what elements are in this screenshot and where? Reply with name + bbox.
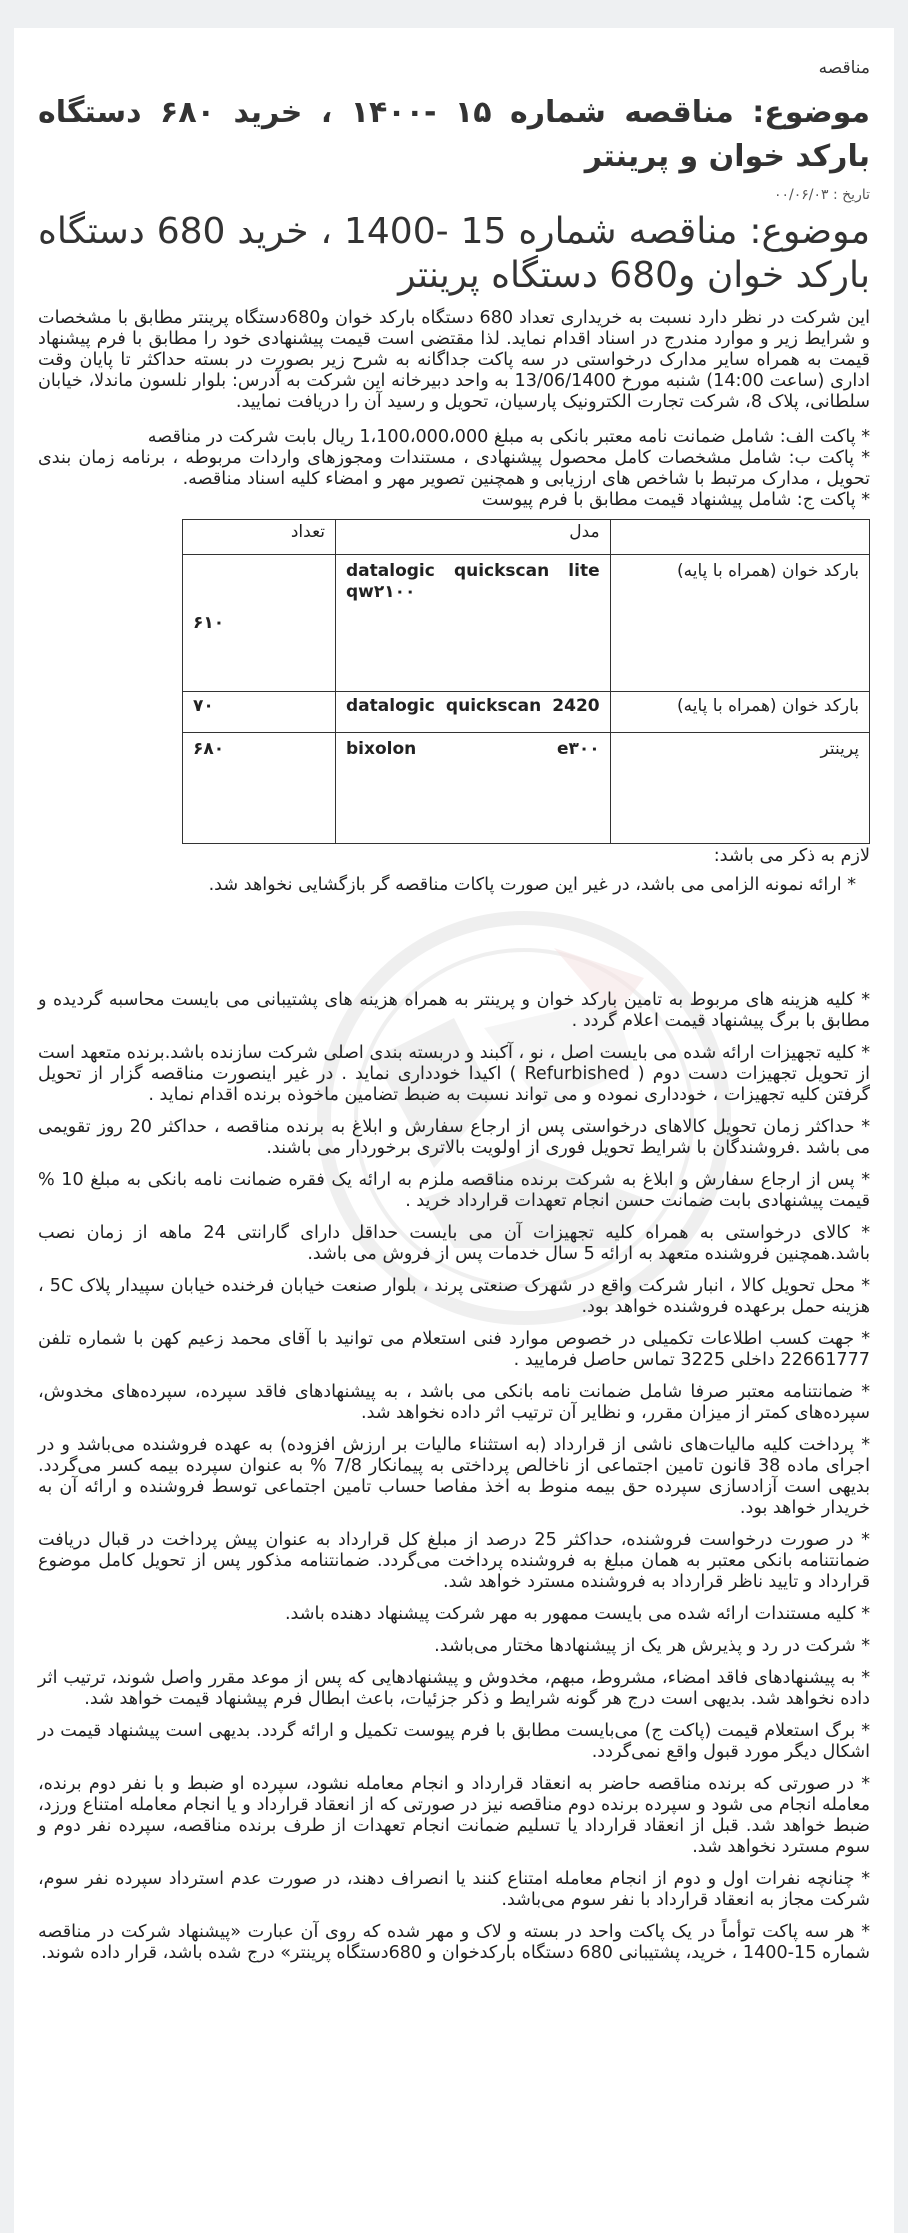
packet-item: * پاکت الف: شامل ضمانت نامه معتبر بانکی به مبلغ 1،100،000،000 ریال بابت شرکت در مناقصه (147, 427, 870, 447)
count-cell: ۶۱۰ (183, 555, 336, 692)
table-header-count: تعداد (183, 520, 336, 555)
product-cell: بارکد خوان (همراه با پایه) (610, 692, 869, 733)
table-header-row (183, 520, 870, 555)
table-row (183, 733, 870, 844)
table-header-model: مدل (336, 520, 611, 555)
condition-item: * در صورت درخواست فروشنده، حداکثر 25 درصد از مبلغ کل قرارداد به عنوان پیش پرداخت در قبال دریافت ضمانتنامه بانکی معتبر به همان مبلغ به فروشنده پرداخت می‌گردد. ضمانتنامه مذکور پس از تحویل کامل موضوع قرارداد و تایید ناظر قرارداد به فروشنده مسترد خواهد شد. (38, 1530, 870, 1592)
condition-item: * ضمانتنامه معتبر صرفا شامل ضمانت نامه بانکی می باشد ، به پیشنهادهای فاقد سپرده، سپرده‌های مخدوش، سپرده‌های کمتر از میزان مقرر، و نظایر آن ترتیب اثر داده نخواهد شد. (38, 1382, 870, 1423)
condition-item: * برگ استعلام قیمت (پاکت ج) می‌بایست مطابق با فرم پیوست تکمیل و ارائه گردد. بدیهی است پیشنهاد قیمت در اشکال دیگر مورد قبول واقع نمی‌گردد. (38, 1721, 870, 1762)
product-cell: بارکد خوان (همراه با پایه) (610, 555, 869, 692)
model-cell: datalogic quickscan 2420 (336, 692, 611, 733)
condition-item: * حداکثر زمان تحویل کالاهای درخواستی پس از ارجاع سفارش و ابلاغ به برنده مناقصه ، حداکثر 20 روز تقویمی می باشد .فروشندگان با شرایط تحویل فوری از اولویت بالاتری برخوردار می باشند. (38, 1117, 871, 1158)
condition-item: * چنانچه نفرات اول و دوم از انجام معامله امتناع کنند یا انصراف دهند، در صورت عدم استرداد سپرده نفر سوم، شرکت مجاز به انعقاد قرارداد با نفر سوم می‌باشد. (38, 1869, 870, 1910)
intro-paragraph: این شرکت در نظر دارد نسبت به خریداری تعداد 680 دستگاه بارکد خوان و680دستگاه پرینتر مطابق با مشخصات و شرایط زیر و موارد مندرج در اسناد اقدام نماید. لذا مقتضی است قیمت پیشنهادی خود را مطابق با فرم پیشنهاد قیمت به همراه سایر مدارک درخواستی در سه پاکت جداگانه به شرح زیر بصورت در بسته حداکثر تا پایان وقت اداری (ساعت 14:00) شنبه مورخ 13/06/1400 به واحد دبیرخانه این شرکت به آدرس: بلوار نلسون ماندلا، خیابان سلطانی، پلاک 8، شرکت تجارت الکترونیک پارسیان، تحویل و رسید آن را دریافت نمایید. (38, 308, 870, 412)
condition-item: * شرکت در رد و پذیرش هر یک از پیشنهادها مختار می‌باشد. (434, 1636, 870, 1656)
table-row (183, 692, 870, 733)
condition-item: * به پیشنهادهای فاقد امضاء، مشروط، مبهم، مخدوش و پیشنهادهایی که پس از موعد مقرر واصل شوند، ترتیب اثر داده نخواهد شد. بدیهی است درج هر گونه شرایط و ذکر جزئیات، باعث ابطال فرم پیشنهاد قیمت خواهد شد. (38, 1668, 870, 1709)
items-table (182, 519, 870, 844)
category-label[interactable]: مناقصه (818, 58, 870, 78)
condition-item: * کلیه مستندات ارائه شده می بایست ممهور به مهر شرکت پیشنهاد دهنده باشد. (284, 1604, 870, 1624)
table-header-product (610, 520, 869, 555)
sample-note: * ارائه نمونه الزامی می باشد، در غیر این صورت پاکات مناقصه گر بازگشایی نخواهد شد. (208, 875, 856, 895)
condition-item: * هر سه پاکت توأماً در یک پاکت واحد در بسته و لاک و مهر شده که روی آن عبارت «پیشنهاد شرکت در مناقصه شماره 15-1400 ، خرید، پشتیبانی 680 دستگاه بارکدخوان و 680دستگاه پرینتر» درج شده باشد، قرار داده شوند. (38, 1922, 870, 1963)
condition-item: * پس از ارجاع سفارش و ابلاغ به شرکت برنده مناقصه ملزم به ارائه یک فقره ضمانت نامه بانکی به مبلغ 10 % قیمت پیشنهادی بابت ضمانت حسن انجام تعهدات قرارداد خرید . (38, 1170, 870, 1211)
count-cell: ۶۸۰ (183, 733, 336, 844)
date-label: تاریخ : ۰۰/۰۶/۰۳ (773, 187, 870, 203)
table-row (183, 555, 870, 692)
condition-item: * کلیه تجهیزات ارائه شده می بایست اصل ، نو ، آکبند و دربسته بندی اصلی شرکت سازنده باشد.برنده متعهد است از تحویل تجهیزات دست دوم ( Refurbished ) اکیدا خودداری نماید . در غیر اینصورت مناقصه گزار از تحویل گرفتن کلیه تجهیزات ، خودداری نموده و می تواند نسبت به ضبط تضامین ماخوذه برنده اقدام نماید . (38, 1043, 870, 1105)
requirements-title: لازم به ذکر می باشد: (713, 846, 870, 866)
conditions-list (38, 990, 870, 1964)
packet-item: * پاکت ب: شامل مشخصات کامل محصول پیشنهادی ، مستندات ومجوزهای واردات مربوطه ، برنامه زمان بندی تحویل ، مدارک مرتبط با شاخص های ارزیابی و همچنین تصویر مهر و امضاء کلیه اسناد مناقصه. (38, 448, 870, 489)
condition-item: * کلیه هزینه های مربوط به تامین بارکد خوان و پرینتر به همراه هزینه های پشتیبانی می بایست محاسبه گردیده و مطابق با برگ پیشنهاد قیمت اعلام گردد . (38, 990, 870, 1031)
page-title: موضوع: مناقصه شماره ۱۵ -۱۴۰۰ ، خرید ۶۸۰ دستگاه بارکد خوان و پرینتر (38, 95, 870, 174)
condition-item: * کالای درخواستی به همراه کلیه تجهیزات آن می بایست حداقل دارای گارانتی 24 ماهه از زمان نصب باشد.همچنین فروشنده متعهد به ارائه 5 سال خدمات پس از فروش می باشد. (38, 1223, 870, 1264)
count-cell: ۷۰ (183, 692, 336, 733)
condition-item: * در صورتی که برنده مناقصه حاضر به انعقاد قرارداد و انجام معامله نشود، سپرده او ضبط و با نفر دوم برنده، معامله انجام می شود و سپرده برنده دوم مناقصه نیز در صورتی که از انعقاد قرارداد و یا انجام معامله امتناع ورزد، ضبط خواهد شد. قبل از انعقاد قرارداد یا تسلیم ضمانت انجام تعهدات از طرف برنده مناقصه، سپرده نفر دوم و سوم مسترد نخواهد شد. (38, 1774, 870, 1857)
product-cell: پرینتر (610, 733, 869, 844)
subject-heading: موضوع: مناقصه شماره 15 -1400 ، خرید 680 دستگاه بارکد خوان و680 دستگاه پرینتر (38, 211, 870, 296)
model-cell: bixolon e۳۰۰ (336, 733, 611, 844)
condition-item: * محل تحویل کالا ، انبار شرکت واقع در شهرک صنعتی پرند ، بلوار صنعت خیابان فرخنده خیابان سپیدار پلاک 5C ، هزینه حمل برعهده فروشنده خواهد بود. (38, 1276, 870, 1317)
document-page (14, 28, 894, 2233)
condition-item: * جهت کسب اطلاعات تکمیلی در خصوص موارد فنی استعلام می توانید با آقای محمد زعیم کهن با شماره تلفن 22661777 داخلی 3225 تماس حاصل فرمایید . (38, 1329, 870, 1370)
condition-item: * پرداخت کلیه مالیات‌های ناشی از قرارداد (به استثناء مالیات بر ارزش افزوده) به عهده فروشنده می‌باشد و در اجرای ماده 38 قانون تامین اجتماعی از ناخالص پرداختی به پیمانکار 7/8 % به عنوان سپرده بیمه کسر می‌گردد. بدیهی است آزادسازی سپرده حق بیمه منوط به اخذ مفاصا حساب تامین اجتماعی توسط فروشنده و ارائه آن به خریدار خواهد بود. (38, 1435, 871, 1518)
packet-item: * پاکت ج: شامل پیشنهاد قیمت مطابق با فرم پیوست (481, 490, 870, 510)
model-cell: datalogic quickscan lite qw۲۱۰۰ (336, 555, 611, 692)
